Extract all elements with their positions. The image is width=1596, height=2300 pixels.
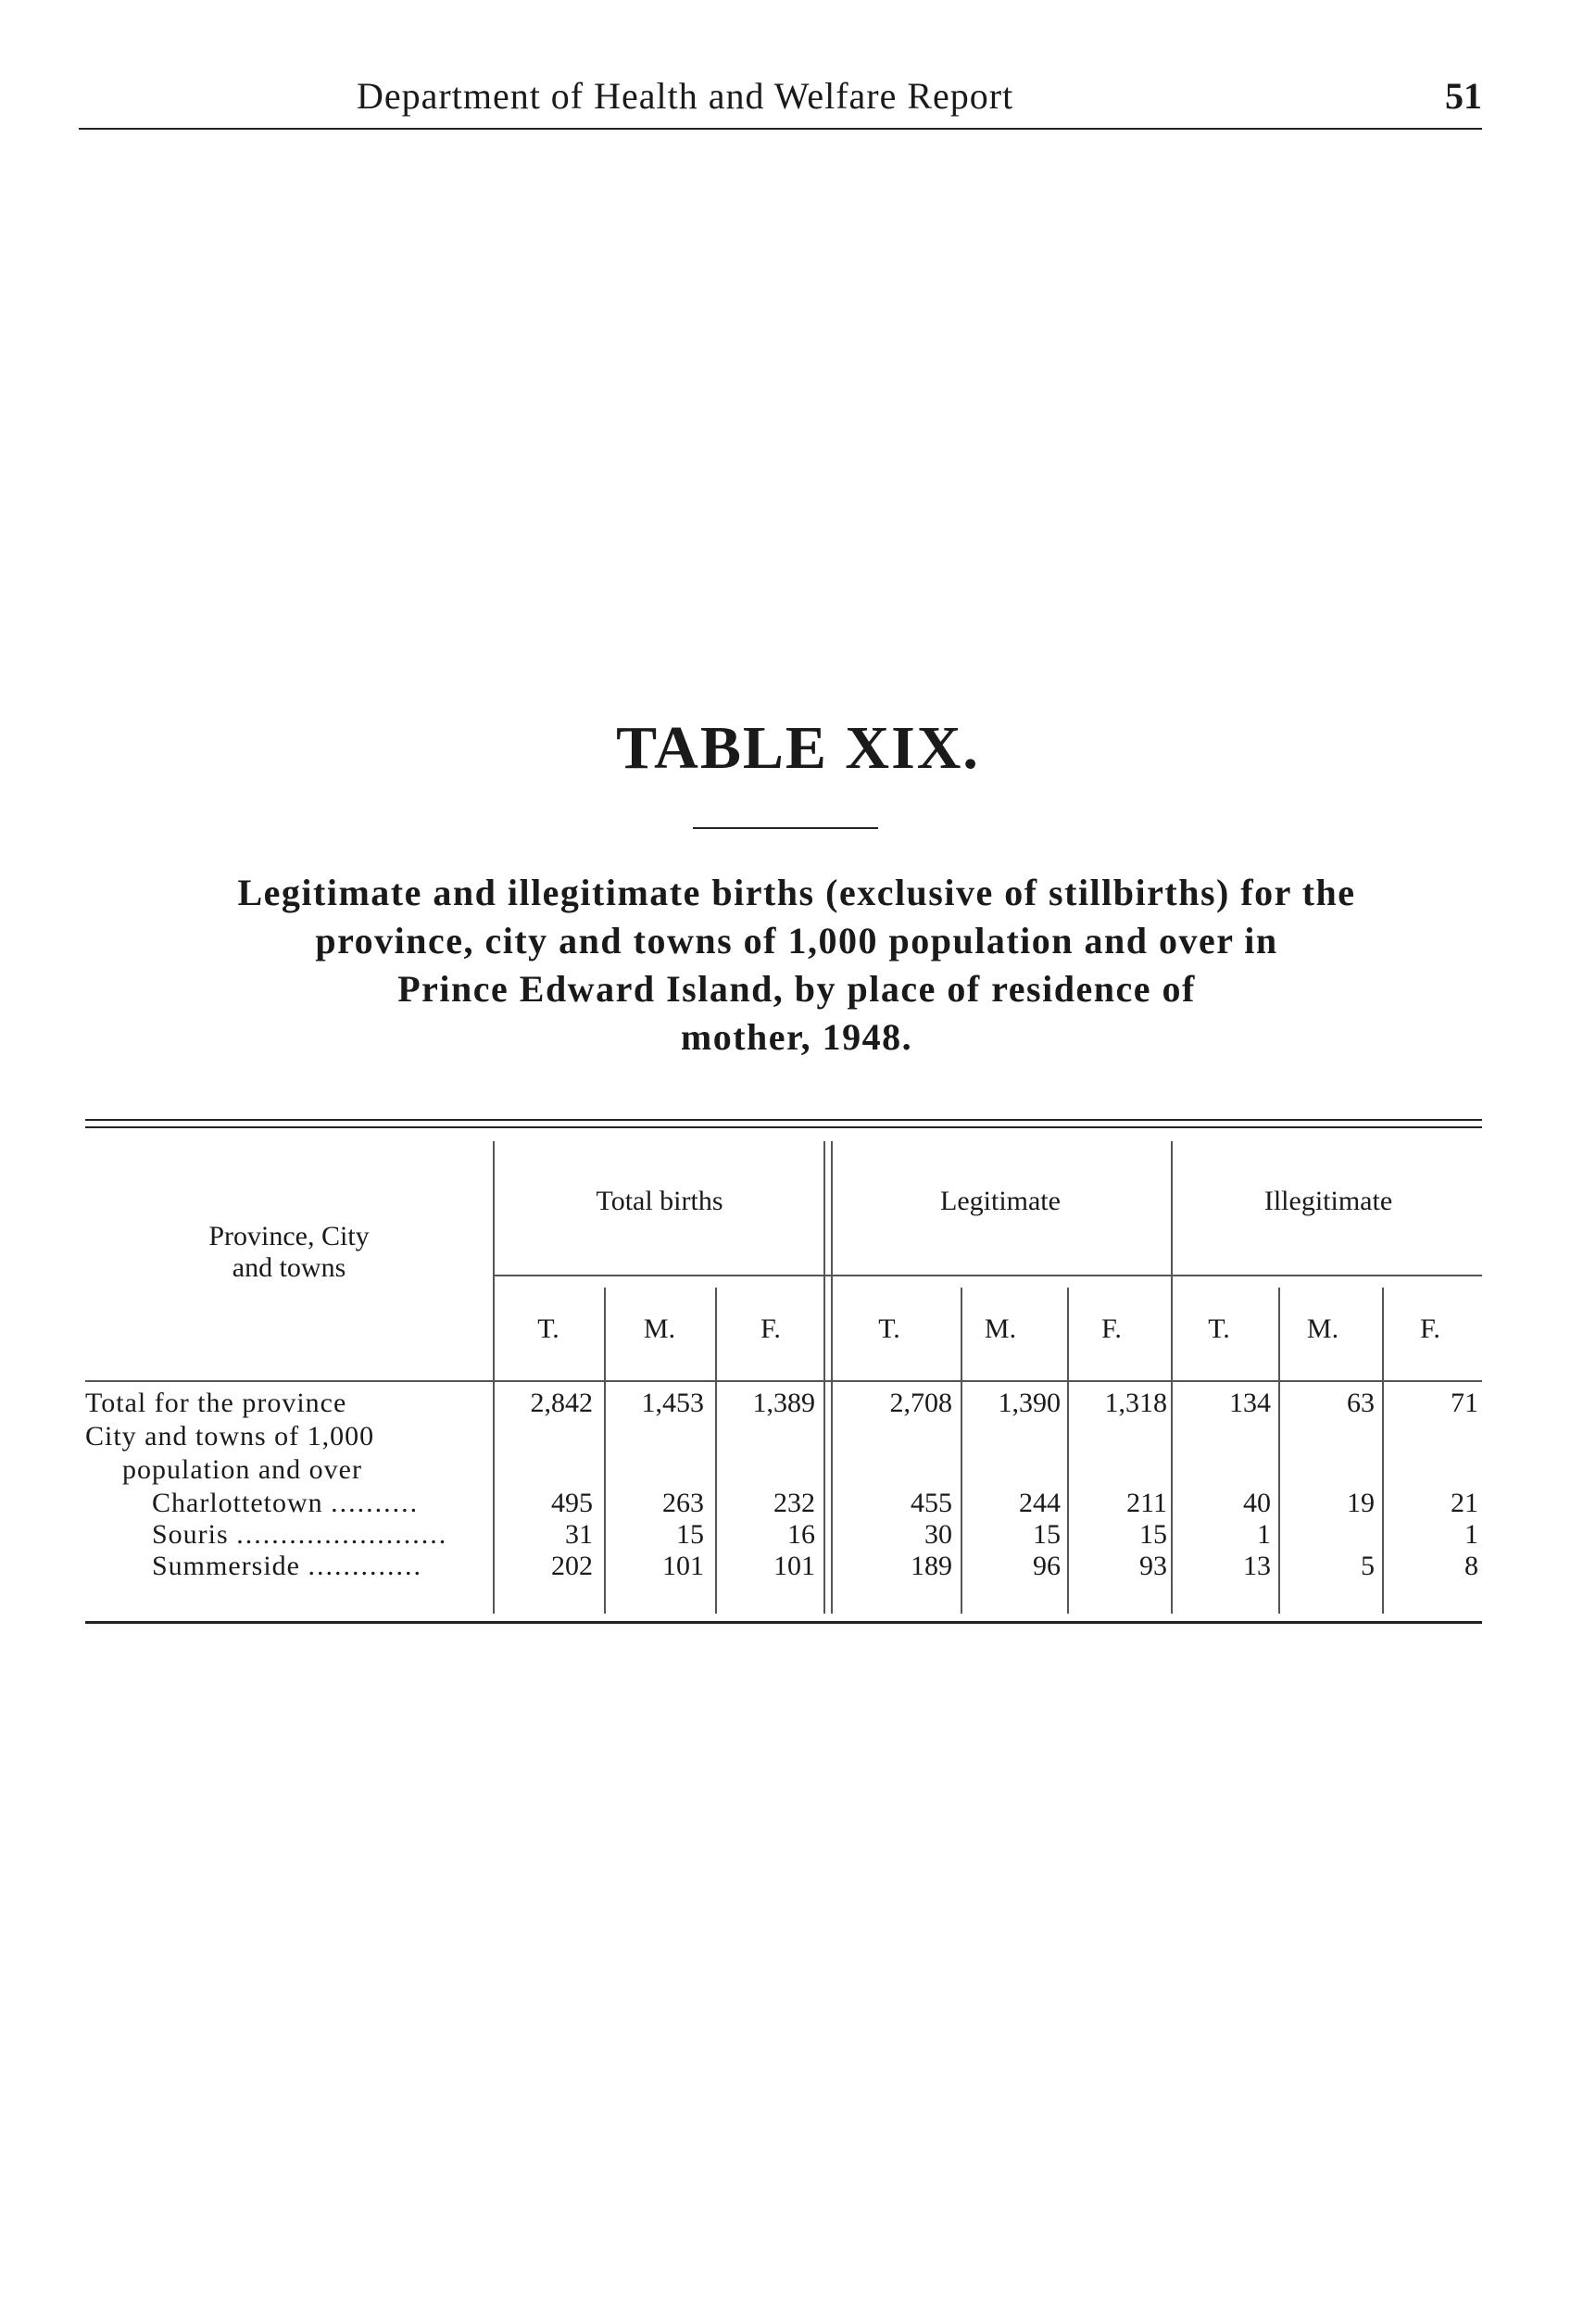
- group-header-illegitimate: Illegitimate: [1263, 1186, 1393, 1216]
- subcol-header: T.: [1208, 1313, 1230, 1344]
- table-cell: 134: [1229, 1388, 1271, 1418]
- table-cell: 1,390: [998, 1388, 1061, 1418]
- table-top-rule: [85, 1126, 1482, 1128]
- table-cell: 40: [1243, 1488, 1271, 1518]
- table-cell: 2,708: [889, 1388, 952, 1418]
- leader-dots: ..........: [331, 1488, 420, 1518]
- table-cell: 211: [1126, 1488, 1167, 1518]
- page-number: 51: [1445, 75, 1482, 117]
- subcol-header: T.: [537, 1313, 559, 1344]
- table-cell: 455: [911, 1488, 952, 1518]
- table-cell: 101: [773, 1551, 815, 1581]
- table-cell: 31: [565, 1519, 593, 1550]
- subcol-header: M.: [984, 1313, 1017, 1344]
- subcol-header: M.: [643, 1313, 676, 1344]
- caption-line: Legitimate and illegitimate births (exclusive of stillbirths) for the: [237, 872, 1356, 913]
- table-cell: 8: [1464, 1551, 1478, 1581]
- group-header-legitimate: Legitimate: [940, 1186, 1061, 1216]
- running-head: [79, 74, 1482, 130]
- table-cell: 202: [551, 1551, 593, 1581]
- table-cell: 16: [787, 1519, 815, 1550]
- table-cell: 495: [551, 1488, 593, 1518]
- stub-header-line: Province, City: [208, 1221, 370, 1251]
- table-cell: 1,389: [752, 1388, 815, 1418]
- subcol-header: F.: [760, 1313, 781, 1344]
- table-cell: 30: [924, 1519, 952, 1550]
- group-header-total-births: Total births: [596, 1186, 723, 1216]
- table-cell: 19: [1347, 1488, 1375, 1518]
- table-top-rule: [85, 1119, 1482, 1121]
- row-label: [152, 1519, 447, 1551]
- table-cell: 263: [662, 1488, 704, 1518]
- caption-line: Prince Edward Island, by place of residence of: [397, 968, 1196, 1010]
- table-cell: 96: [1033, 1551, 1061, 1581]
- table-cell: 232: [773, 1488, 815, 1518]
- table-cell: 5: [1361, 1551, 1375, 1581]
- table-cell: 15: [1139, 1519, 1167, 1550]
- title-divider: [693, 827, 878, 829]
- table-cell: 1,318: [1104, 1388, 1167, 1418]
- table-bottom-rule: [85, 1621, 1482, 1624]
- caption-line: province, city and towns of 1,000 population and over in: [315, 920, 1278, 961]
- table-cell: 71: [1451, 1388, 1478, 1418]
- table-cell: 1: [1257, 1519, 1271, 1550]
- leader-dots: .............: [308, 1551, 422, 1581]
- stub-header-line: and towns: [232, 1252, 346, 1283]
- row-label: [152, 1551, 422, 1582]
- table-cell: 2,842: [530, 1388, 593, 1418]
- column-rule: [831, 1141, 833, 1614]
- table-cell: 1,453: [641, 1388, 704, 1418]
- table-cell: 15: [1033, 1519, 1061, 1550]
- data-table: [85, 1119, 1482, 1628]
- row-label: City and towns of 1,000: [85, 1421, 375, 1452]
- column-rule: [823, 1141, 825, 1614]
- table-caption: [74, 869, 1519, 1062]
- table-cell: 1: [1464, 1519, 1478, 1550]
- row-label-text: Summerside: [152, 1551, 300, 1581]
- header-body-separator: [85, 1380, 1482, 1382]
- group-header-underline: [493, 1275, 1482, 1276]
- table-cell: 101: [662, 1551, 704, 1581]
- leader-dots: ........................: [236, 1519, 448, 1550]
- subcol-header: F.: [1420, 1313, 1440, 1344]
- stub-header: [85, 1221, 493, 1284]
- table-cell: 93: [1139, 1551, 1167, 1581]
- table-cell: 15: [676, 1519, 704, 1550]
- table-title: TABLE XIX.: [616, 714, 980, 782]
- running-head-title: Department of Health and Welfare Report: [357, 75, 1014, 117]
- row-label: [152, 1488, 419, 1519]
- subcol-header: T.: [878, 1313, 900, 1344]
- subcol-header: M.: [1306, 1313, 1339, 1344]
- subcol-header: F.: [1101, 1313, 1122, 1344]
- caption-line: mother, 1948.: [680, 1016, 913, 1058]
- table-cell: 13: [1243, 1551, 1271, 1581]
- table-cell: 189: [911, 1551, 952, 1581]
- row-label-text: Charlottetown: [152, 1488, 323, 1518]
- table-cell: 63: [1347, 1388, 1375, 1418]
- row-label: Total for the province: [85, 1388, 347, 1418]
- table-cell: 21: [1451, 1488, 1478, 1518]
- row-label-text: Souris: [152, 1519, 229, 1550]
- row-label: population and over: [122, 1454, 362, 1485]
- table-cell: 244: [1019, 1488, 1061, 1518]
